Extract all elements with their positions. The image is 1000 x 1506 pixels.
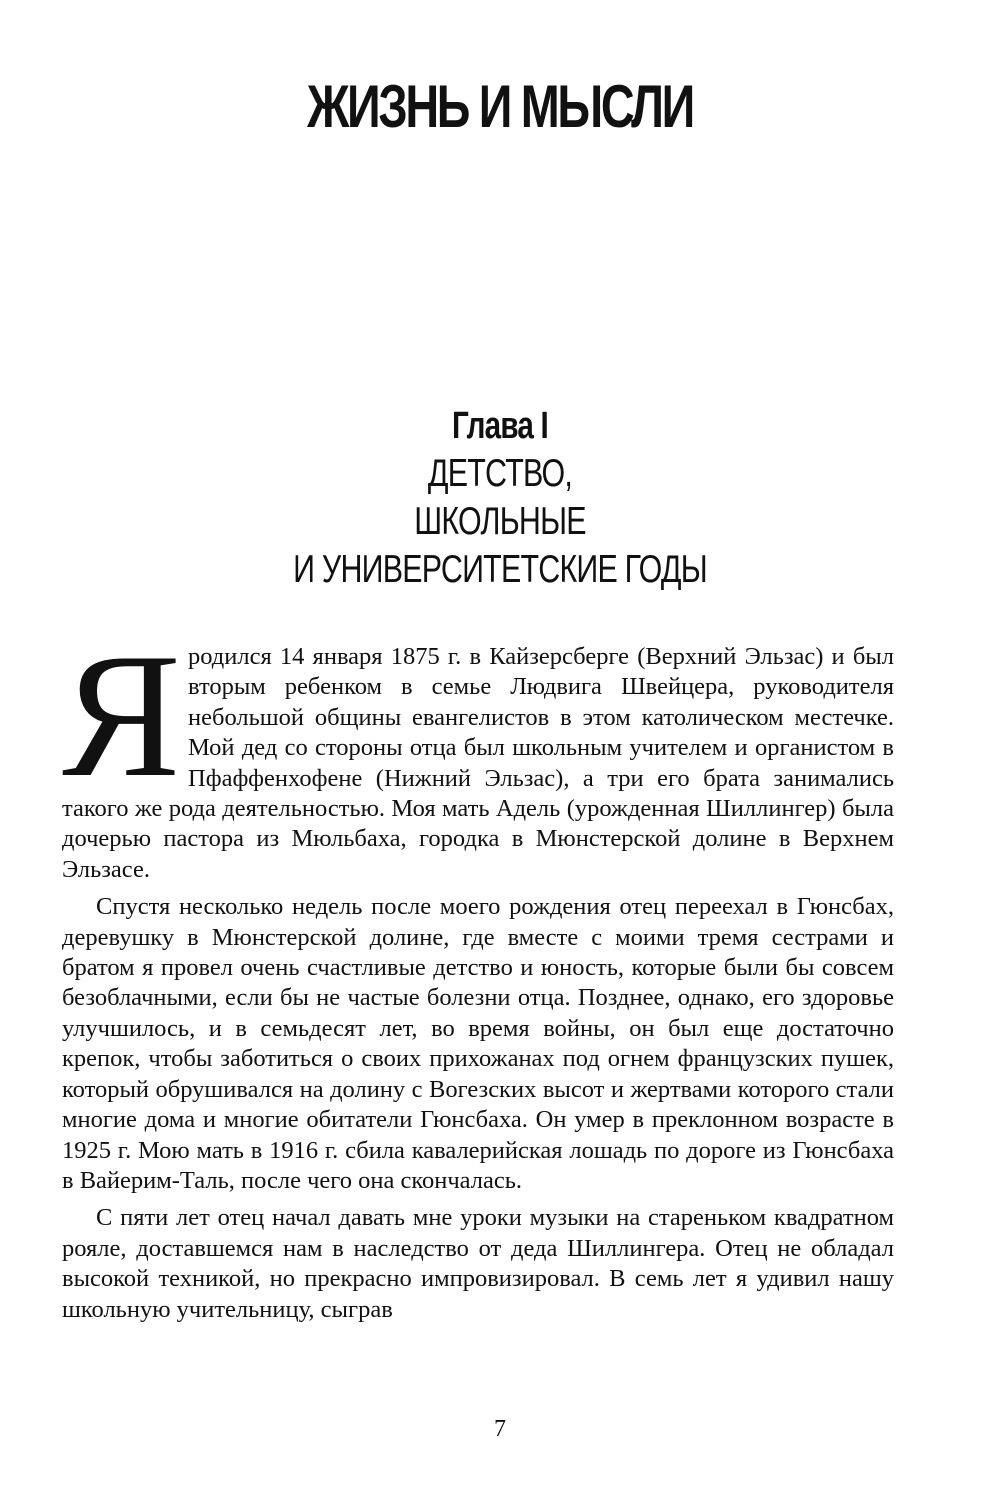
page-number: 7 bbox=[494, 1416, 506, 1442]
book-title: ЖИЗНЬ И МЫСЛИ bbox=[307, 73, 693, 140]
chapter-title-line: И УНИВЕРСИТЕТСКИЕ ГОДЫ bbox=[293, 548, 707, 591]
paragraph bbox=[62, 616, 894, 885]
chapter-title-line: ШКОЛЬНЫЕ bbox=[414, 500, 586, 543]
chapter-title-line: ДЕТСТВО, bbox=[427, 452, 573, 495]
paragraph: Спустя несколько недель после моего рождения отец переехал в Гюнсбах, деревушку в Мюнстерской долине, где вместе с моими тремя сестрами и братом я провел очень счастливые детство и юность, которые были бы совсем безоблачными, если бы не частые болезни отца. Позднее, однако, его здоровье улучшилось, и в семьдесят лет, во время войны, он был еще достаточно крепок, чтобы заботиться о своих прихожанах под огнем французских пушек, который обрушивался на долину с Вогезских высот и жертвами которого стали многие дома и многие обитатели Гюнсбаха. Он умер в преклонном возрасте в 1925 г. Мою мать в 1916 г. сбила кавалерийская лошадь по дороге из Гюнсбаха в Вайерим-Таль, после чего она скончалась. bbox=[62, 893, 894, 1194]
chapter-heading bbox=[0, 402, 1000, 594]
paragraph: С пяти лет отец начал давать мне уроки музыки на стареньком квадратном рояле, доставшемся нам в наследство от деда Шиллингера. Отец не обладал высокой техникой, но прекрасно импровизировал. В семь лет я удивил нашу школьную учительницу, сыграв bbox=[62, 1204, 894, 1323]
body-text bbox=[62, 616, 894, 1325]
chapter-number: Глава I bbox=[452, 405, 548, 447]
paragraph-text: родился 14 января 1875 г. в Кайзерсберге (Верхний Эльзас) и был вторым ребенком в семье Людвига Швейцера, руководителя небольшой общины евангелистов в этом католическом местечке. Мой дед со стороны отца был школьным учителем и органистом в Пфаффенхофене (Нижний Эльзас), а три его брата занимались такого же рода деятельностью. Моя мать Адель (урожденная Шиллингер) была дочерью пастора из Мюльбаха, городка в Мюнстерской долине в Верхнем Эльзасе. bbox=[62, 643, 894, 883]
drop-cap: Я bbox=[62, 616, 181, 814]
